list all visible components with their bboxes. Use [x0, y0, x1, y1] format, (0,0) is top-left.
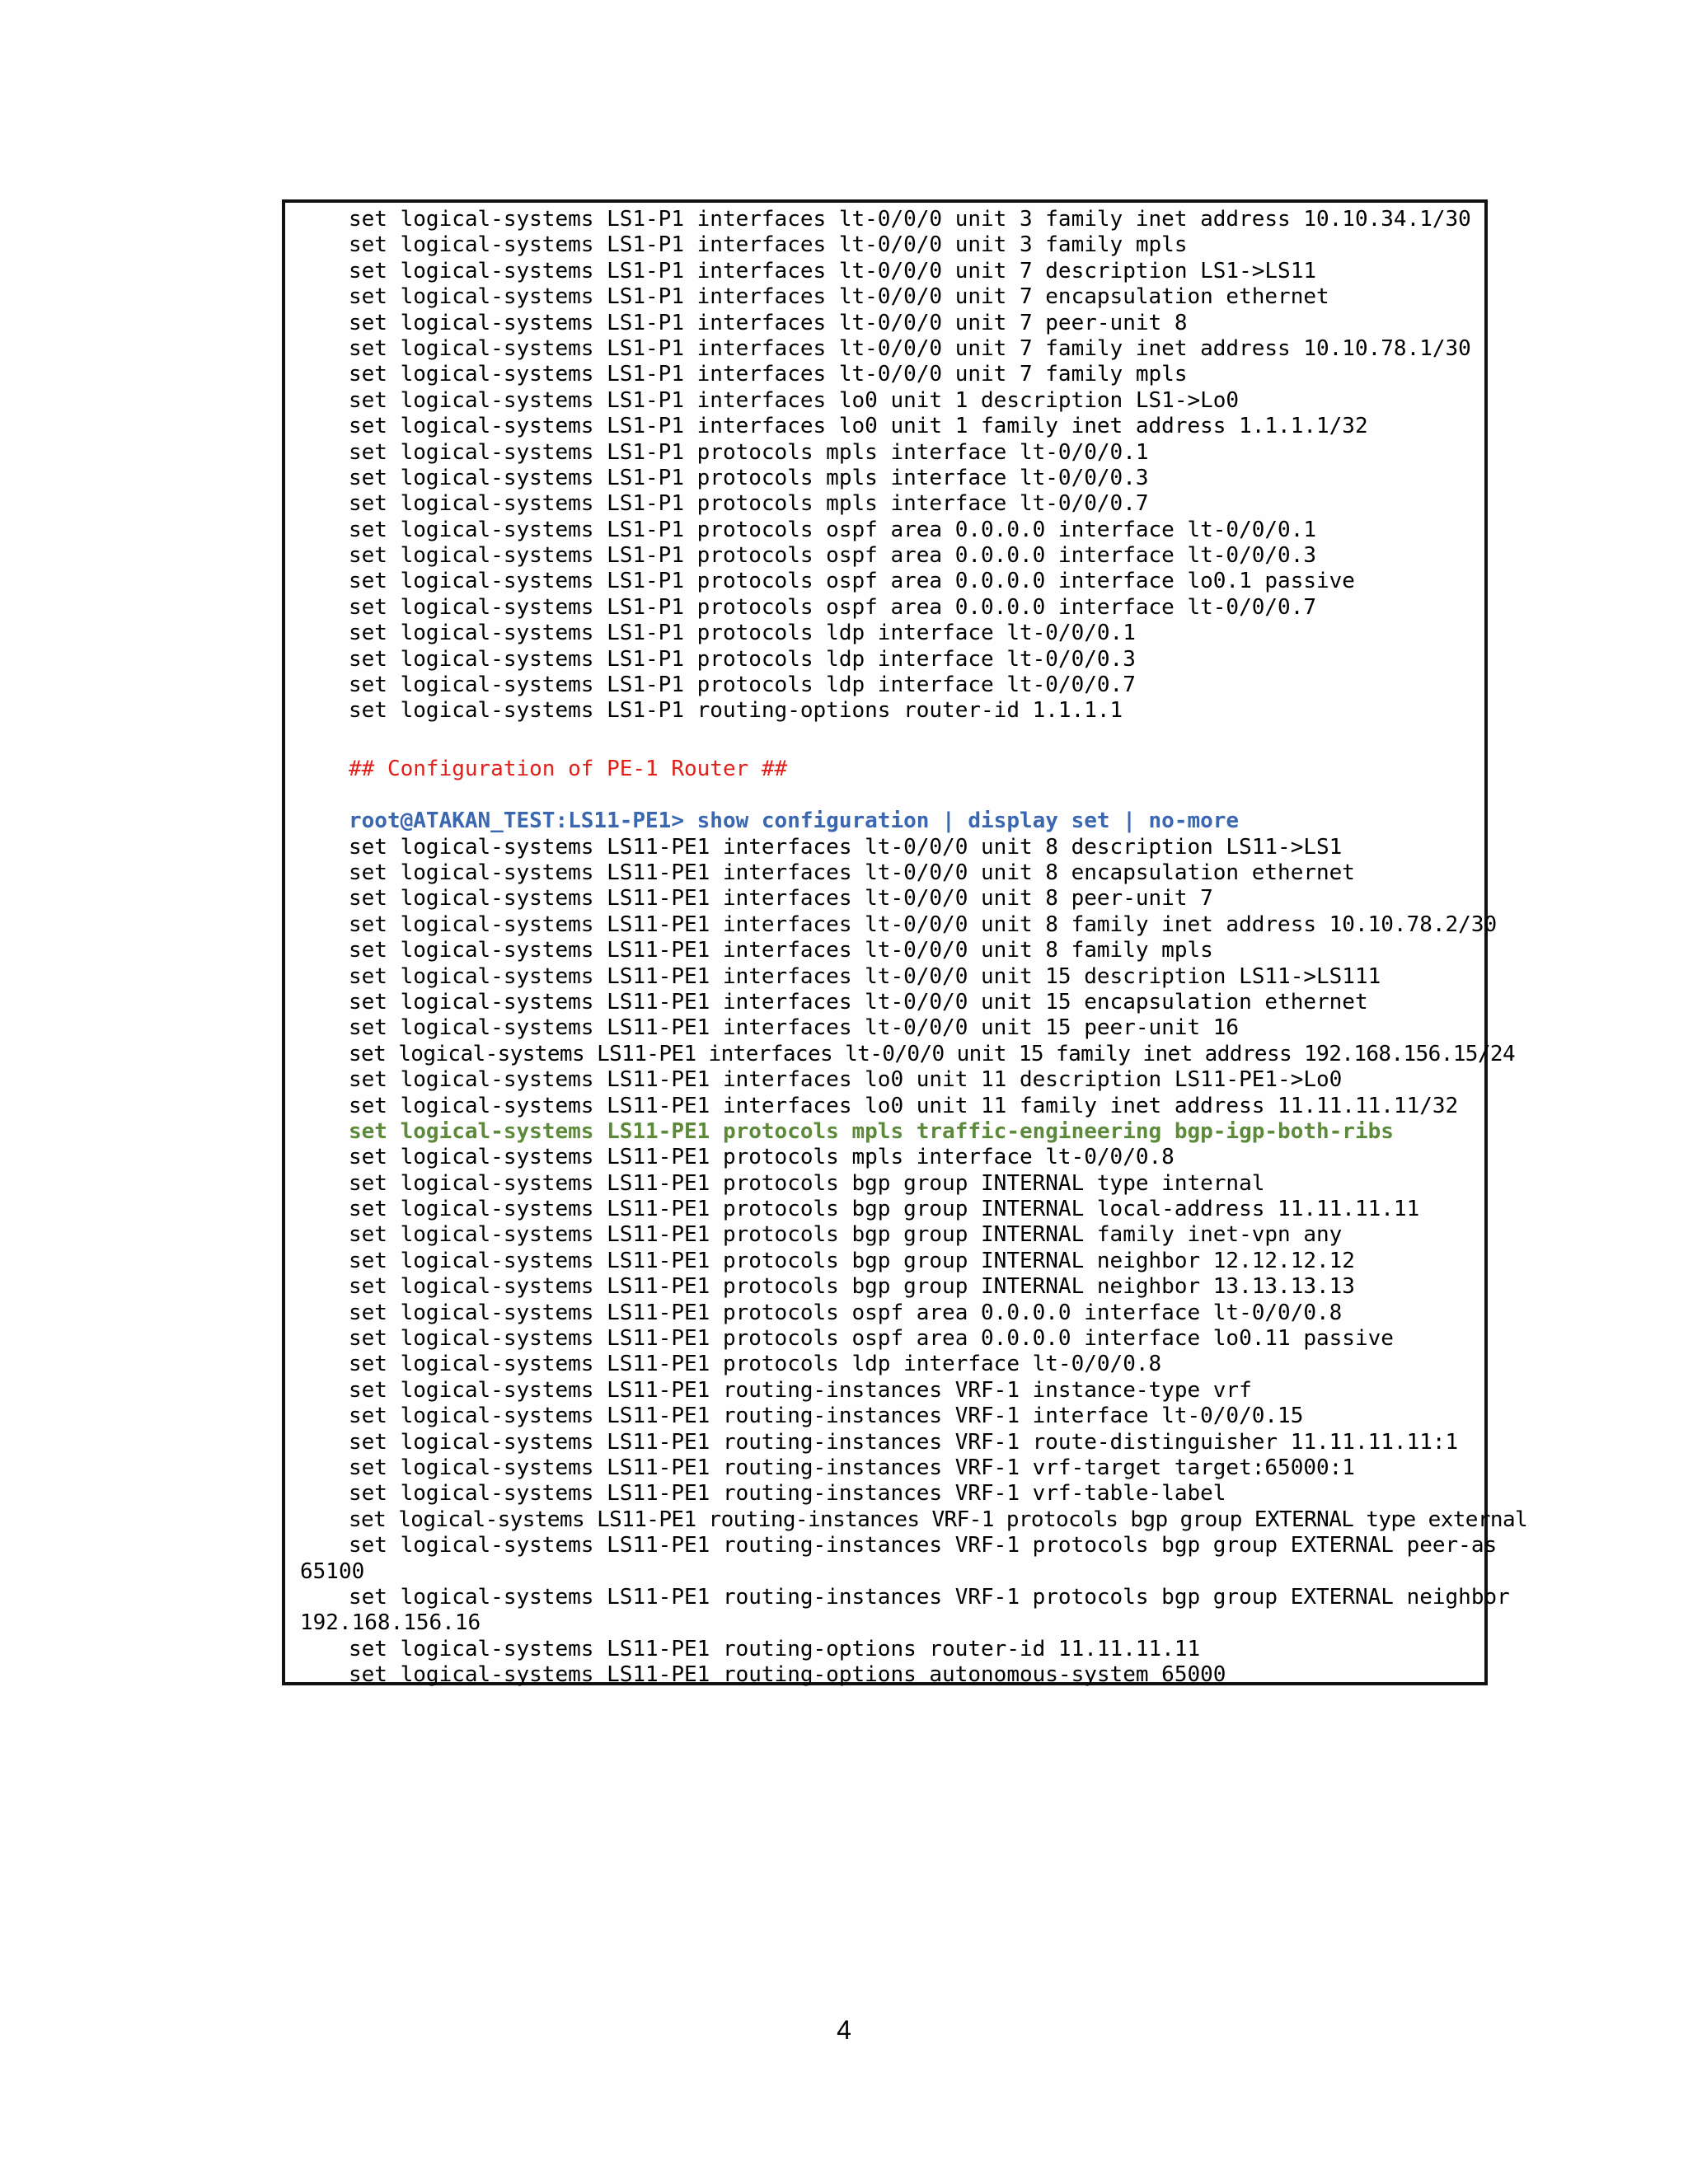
config-line: set logical-systems LS1-P1 protocols mpls interface lt-0/0/0.3 [349, 465, 1149, 490]
config-line: set logical-systems LS1-P1 interfaces lt-0/0/0 unit 7 family mpls [349, 362, 1188, 387]
spacer [300, 782, 1470, 808]
config-line: set logical-systems LS11-PE1 routing-instances VRF-1 vrf-target target:65000:1 [349, 1455, 1355, 1480]
config-line: set logical-systems LS1-P1 routing-options router-id 1.1.1.1 [349, 698, 1123, 724]
config-line: set logical-systems LS11-PE1 routing-instances VRF-1 interface lt-0/0/0.15 [349, 1404, 1304, 1429]
pe1-config-block [300, 834, 1528, 1689]
config-line: set logical-systems LS1-P1 interfaces lt-0/0/0 unit 7 peer-unit 8 [349, 310, 1188, 335]
config-line: set logical-systems LS11-PE1 protocols mpls interface lt-0/0/0.8 [349, 1145, 1175, 1170]
page-number: 4 [837, 2015, 851, 2045]
config-line: set logical-systems LS1-P1 protocols ospf area 0.0.0.0 interface lt-0/0/0.1 [349, 517, 1316, 542]
p1-config-block [300, 207, 1470, 724]
config-line: set logical-systems LS11-PE1 interfaces lt-0/0/0 unit 8 description LS11->LS1 [349, 834, 1343, 860]
config-line: set logical-systems LS1-P1 protocols ospf area 0.0.0.0 interface lt-0/0/0.7 [349, 594, 1316, 620]
config-line: set logical-systems LS11-PE1 interfaces lt-0/0/0 unit 8 family inet address 10.10.78.2/30 [349, 912, 1498, 937]
config-line: set logical-systems LS1-P1 protocols ldp interface lt-0/0/0.7 [349, 673, 1136, 698]
config-line: set logical-systems LS11-PE1 protocols ospf area 0.0.0.0 interface lo0.11 passive [349, 1326, 1394, 1352]
config-line: set logical-systems LS1-P1 interfaces lt-0/0/0 unit 7 family inet address 10.10.78.1/30 [349, 335, 1471, 361]
config-line: set logical-systems LS1-P1 protocols mpls interface lt-0/0/0.1 [349, 439, 1149, 465]
config-line-wrapped: set logical-systems LS11-PE1 routing-instances VRF-1 protocols bgp group EXTERNAL peer-as [349, 1533, 1498, 1558]
config-line: set logical-systems LS11-PE1 protocols ldp interface lt-0/0/0.8 [349, 1352, 1162, 1377]
config-line: set logical-systems LS11-PE1 interfaces lt-0/0/0 unit 15 encapsulation ethernet [349, 989, 1368, 1015]
config-line-continuation: 192.168.156.16 [300, 1610, 481, 1636]
config-line: set logical-systems LS11-PE1 routing-options router-id 11.11.11.11 [349, 1636, 1201, 1661]
config-line: set logical-systems LS11-PE1 protocols bgp group INTERNAL neighbor 13.13.13.13 [349, 1274, 1355, 1300]
config-line: set logical-systems LS11-PE1 interfaces lt-0/0/0 unit 8 peer-unit 7 [349, 886, 1213, 912]
config-line: set logical-systems LS11-PE1 routing-options autonomous-system 65000 [349, 1662, 1226, 1688]
config-line-continuation: 65100 [300, 1558, 365, 1584]
config-line: set logical-systems LS1-P1 protocols ldp interface lt-0/0/0.3 [349, 646, 1136, 672]
highlighted-config-line: set logical-systems LS11-PE1 protocols mpls traffic-engineering bgp-igp-both-ribs [349, 1118, 1394, 1144]
config-line: set logical-systems LS11-PE1 interfaces lo0 unit 11 family inet address 11.11.11.11/32 [349, 1093, 1459, 1118]
config-line: set logical-systems LS1-P1 protocols ldp interface lt-0/0/0.1 [349, 621, 1136, 646]
config-line: set logical-systems LS11-PE1 protocols bgp group INTERNAL type internal [349, 1170, 1265, 1196]
config-line: set logical-systems LS11-PE1 interfaces lt-0/0/0 unit 15 description LS11->LS111 [349, 963, 1381, 989]
config-line: set logical-systems LS11-PE1 protocols bgp group INTERNAL family inet-vpn any [349, 1222, 1343, 1248]
config-line: set logical-systems LS1-P1 interfaces lo0 unit 1 family inet address 1.1.1.1/32 [349, 414, 1368, 439]
section-heading: ## Configuration of PE-1 Router ## [349, 756, 788, 781]
config-line: set logical-systems LS1-P1 interfaces lo0 unit 1 description LS1->Lo0 [349, 387, 1240, 413]
config-line: set logical-systems LS11-PE1 routing-instances VRF-1 route-distinguisher 11.11.11.11:1 [349, 1429, 1459, 1455]
cli-prompt-command: root@ATAKAN_TEST:LS11-PE1> show configuration | display set | no-more [349, 808, 1240, 834]
config-line: set logical-systems LS11-PE1 routing-instances VRF-1 instance-type vrf [349, 1377, 1252, 1403]
config-line: set logical-systems LS11-PE1 interfaces lo0 unit 11 description LS11-PE1->Lo0 [349, 1067, 1343, 1093]
config-line: set logical-systems LS11-PE1 protocols bgp group INTERNAL neighbor 12.12.12.12 [349, 1248, 1355, 1273]
config-line: set logical-systems LS1-P1 protocols ospf area 0.0.0.0 interface lo0.1 passive [349, 569, 1355, 594]
config-line: set logical-systems LS11-PE1 routing-instances VRF-1 protocols bgp group EXTERNAL type external [349, 1507, 1528, 1532]
config-line: set logical-systems LS1-P1 interfaces lt-0/0/0 unit 3 family inet address 10.10.34.1/30 [349, 207, 1471, 232]
config-line: set logical-systems LS11-PE1 protocols bgp group INTERNAL local-address 11.11.11.11 [349, 1197, 1420, 1222]
config-line: set logical-systems LS1-P1 protocols mpls interface lt-0/0/0.7 [349, 491, 1149, 517]
config-line: set logical-systems LS1-P1 protocols ospf area 0.0.0.0 interface lt-0/0/0.3 [349, 543, 1316, 569]
config-line: set logical-systems LS11-PE1 interfaces lt-0/0/0 unit 15 peer-unit 16 [349, 1015, 1240, 1041]
config-line: set logical-systems LS1-P1 interfaces lt-0/0/0 unit 3 family mpls [349, 232, 1188, 258]
config-code-box [282, 199, 1528, 1688]
config-line: set logical-systems LS11-PE1 interfaces lt-0/0/0 unit 15 family inet address 192.168.156.15/24 [349, 1041, 1516, 1066]
config-line: set logical-systems LS11-PE1 interfaces lt-0/0/0 unit 8 encapsulation ethernet [349, 860, 1355, 885]
spacer [300, 724, 1470, 757]
config-line: set logical-systems LS1-P1 interfaces lt-0/0/0 unit 7 encapsulation ethernet [349, 284, 1329, 310]
config-line: set logical-systems LS11-PE1 protocols ospf area 0.0.0.0 interface lt-0/0/0.8 [349, 1300, 1343, 1325]
config-line-wrapped: set logical-systems LS11-PE1 routing-instances VRF-1 protocols bgp group EXTERNAL neighbor [349, 1584, 1510, 1610]
config-line: set logical-systems LS11-PE1 routing-instances VRF-1 vrf-table-label [349, 1481, 1226, 1507]
config-line: set logical-systems LS11-PE1 interfaces lt-0/0/0 unit 8 family mpls [349, 938, 1213, 963]
config-line: set logical-systems LS1-P1 interfaces lt-0/0/0 unit 7 description LS1->LS11 [349, 258, 1316, 284]
